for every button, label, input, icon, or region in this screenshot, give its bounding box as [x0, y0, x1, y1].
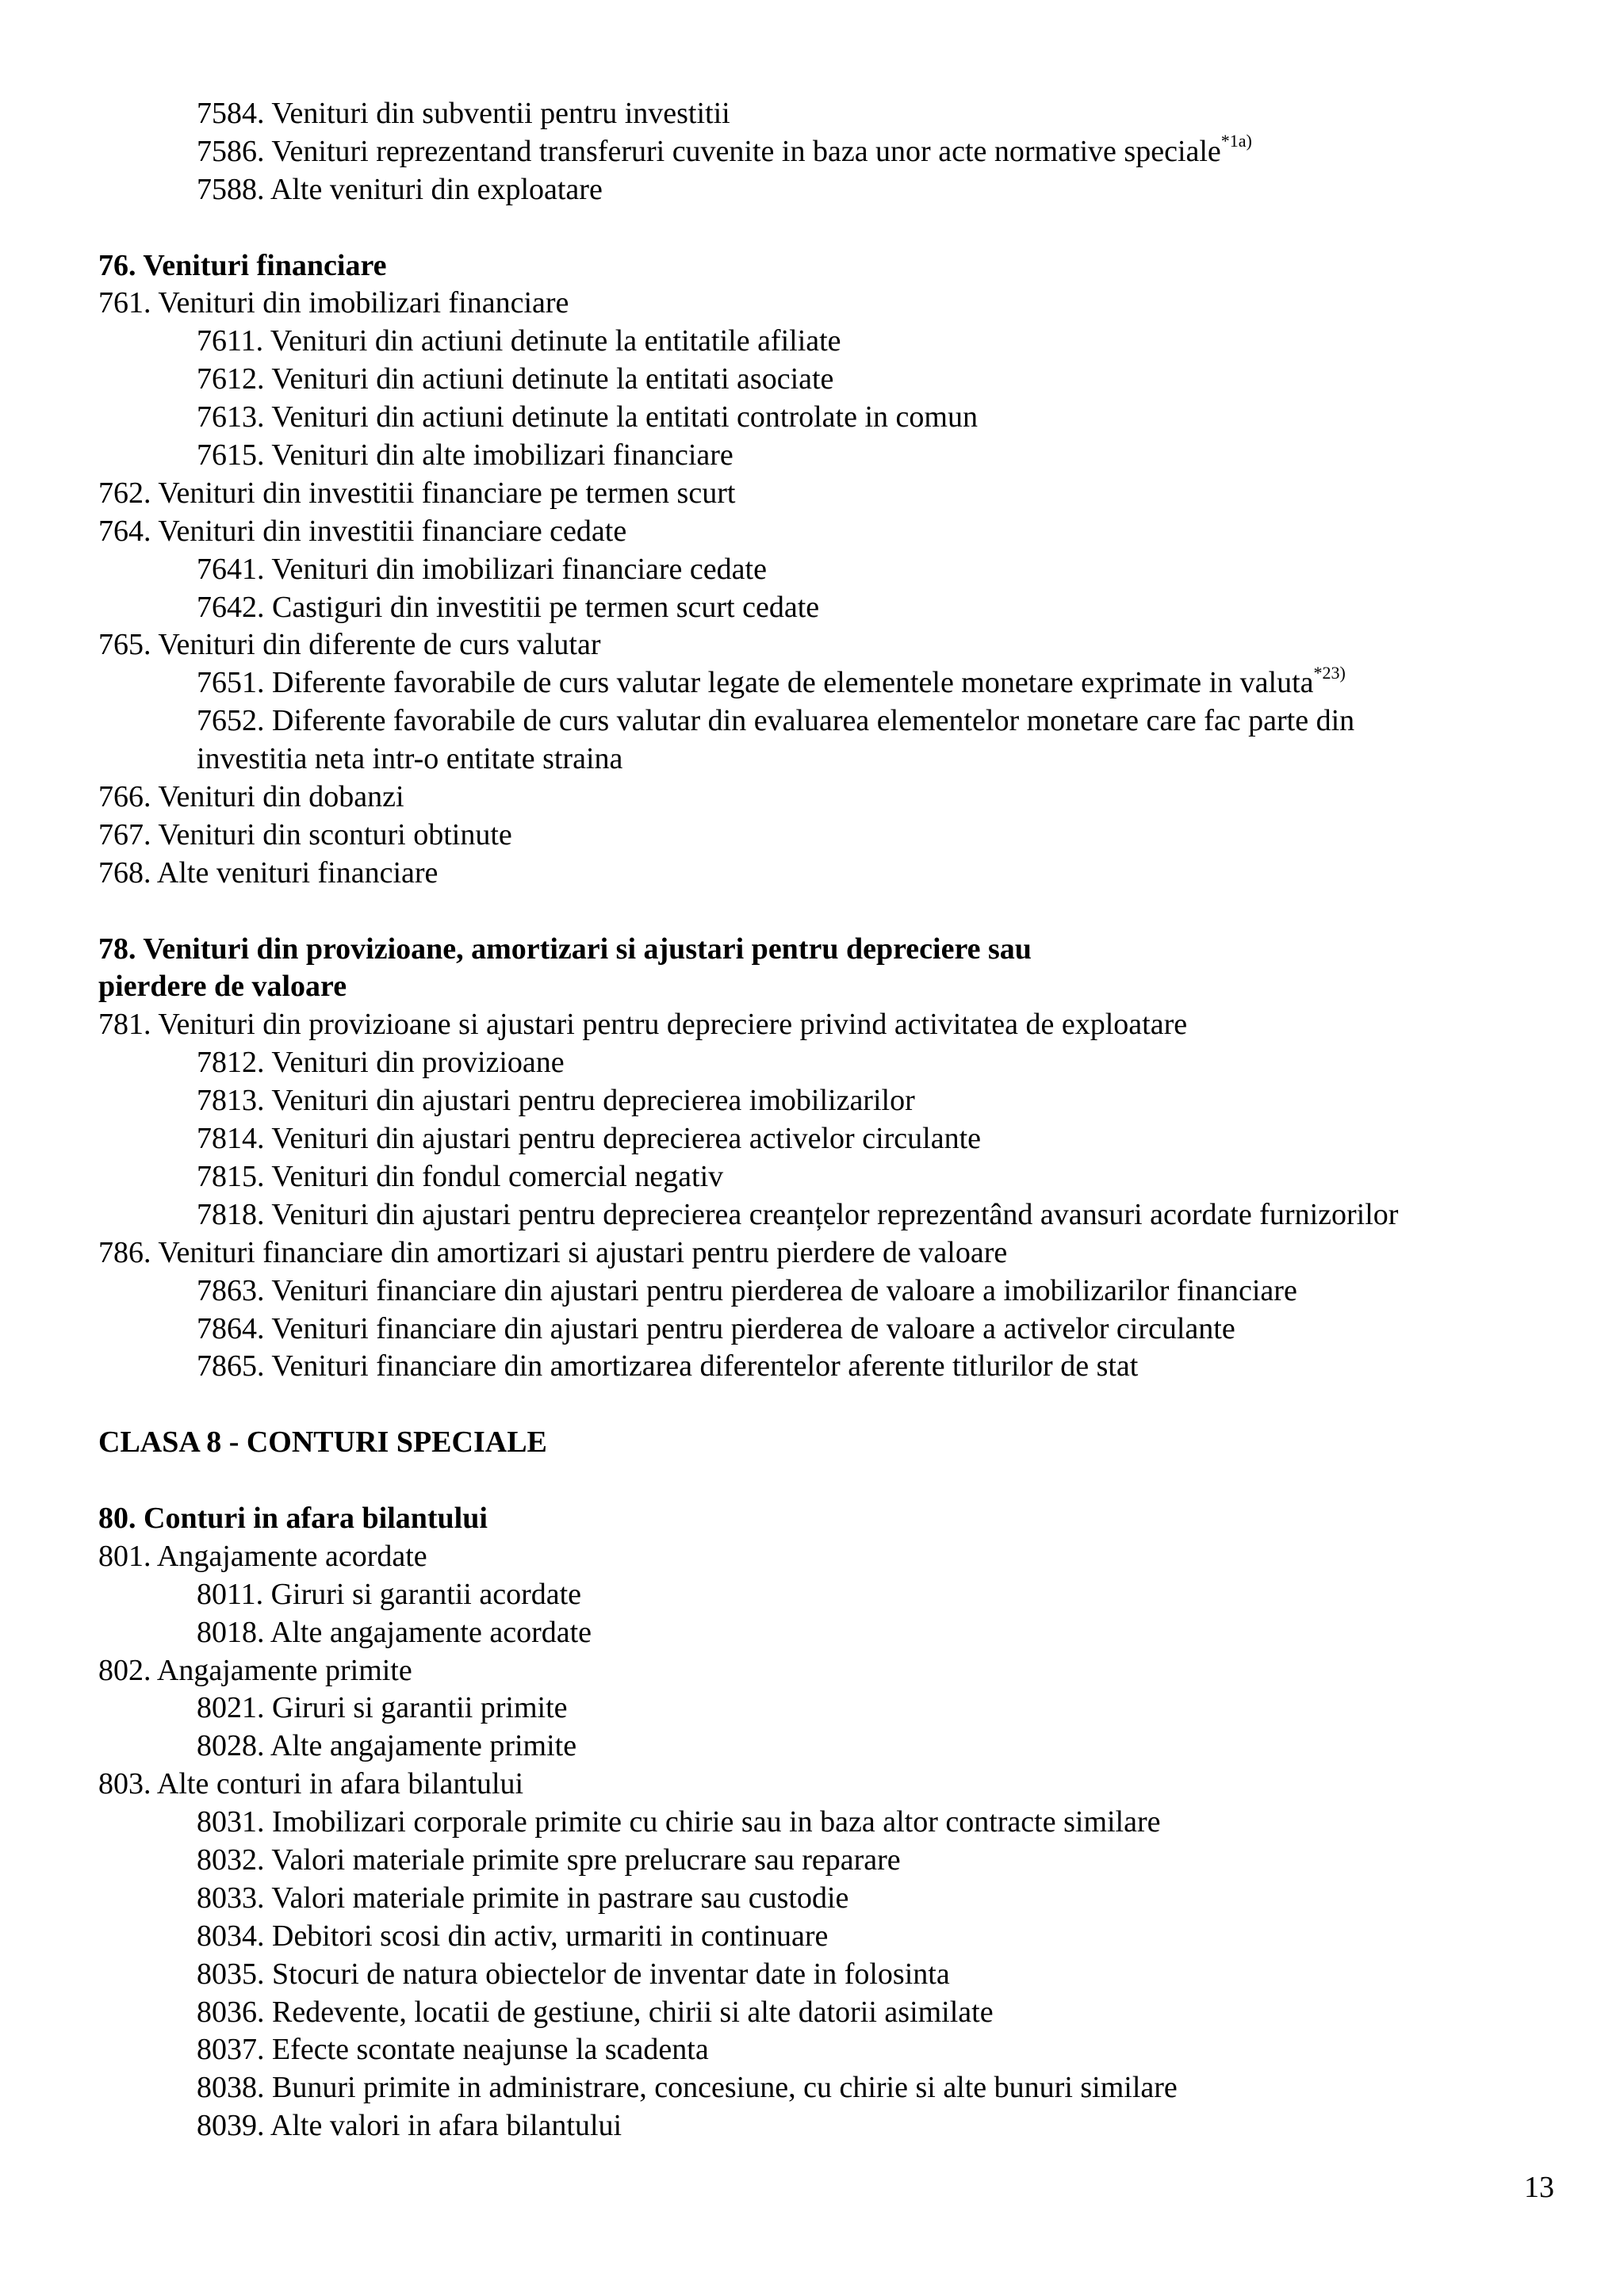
line-text: 7612. Venituri din actiuni detinute la entitati asociate [197, 362, 834, 396]
line-text: 803. Alte conturi in afara bilantului [98, 1767, 524, 1801]
subaccount-line [98, 1994, 1549, 2032]
section-heading [98, 1424, 1549, 1462]
line-text: 7863. Venituri financiare din ajustari pentru pierderea de valoare a imobilizarilor financiare [197, 1273, 1297, 1307]
account-line [98, 475, 1549, 513]
line-text: 8032. Valori materiale primite spre prelucrare sau reparare [197, 1843, 901, 1877]
line-text: 8033. Valori materiale primite in pastrare sau custodie [197, 1881, 849, 1915]
account-line [98, 1538, 1549, 1576]
subaccount-line [98, 1918, 1549, 1956]
line-text: 765. Venituri din diferente de curs valutar [98, 628, 601, 662]
page-number: 13 [1524, 2171, 1554, 2204]
section-heading [98, 1500, 1549, 1538]
line-text: 76. Venituri financiare [98, 248, 387, 282]
subaccount-line [98, 702, 1549, 740]
document-body [98, 95, 1549, 2145]
account-line [98, 626, 1549, 664]
line-text: 7815. Venituri din fondul comercial negativ [197, 1159, 724, 1193]
line-text: 8021. Giruri si garantii primite [197, 1691, 568, 1725]
line-text: 8034. Debitori scosi din activ, urmariti in continuare [197, 1919, 829, 1953]
subaccount-line [98, 1120, 1549, 1158]
subaccount-line [98, 361, 1549, 399]
line-text: 7611. Venituri din actiuni detinute la entitatile afiliate [197, 324, 841, 358]
line-text: 7613. Venituri din actiuni detinute la entitati controlate in comun [197, 400, 978, 434]
line-text: 762. Venituri din investitii financiare pe termen scurt [98, 476, 736, 510]
subaccount-line [98, 399, 1549, 437]
line-text: 7813. Venituri din ajustari pentru deprecierea imobilizarilor [197, 1084, 915, 1118]
subaccount-line [98, 1728, 1549, 1766]
blank-line [98, 1386, 1549, 1424]
subaccount-line [98, 1842, 1549, 1880]
subaccount-line [98, 551, 1549, 589]
subaccount-line [98, 1196, 1549, 1234]
line-text: 8039. Alte valori in afara bilantului [197, 2109, 622, 2143]
subaccount-line [98, 1689, 1549, 1728]
line-text: 7864. Venituri financiare din ajustari pentru pierderea de valoare a activelor circulante [197, 1311, 1235, 1345]
subaccount-line [98, 1044, 1549, 1082]
subaccount-line [98, 437, 1549, 475]
line-text: 781. Venituri din provizioane si ajustari pentru depreciere privind activitatea de exploatare [98, 1008, 1188, 1042]
account-line [98, 855, 1549, 893]
line-text: 8031. Imobilizari corporale primite cu chirie sau in baza altor contracte similare [197, 1805, 1161, 1839]
line-text: pierdere de valoare [98, 970, 347, 1004]
subaccount-line [98, 1576, 1549, 1614]
blank-line [98, 893, 1549, 931]
line-text: 8028. Alte angajamente primite [197, 1729, 577, 1763]
continuation-line [98, 740, 1549, 779]
subaccount-line [98, 1804, 1549, 1842]
line-text: 8011. Giruri si garantii acordate [197, 1577, 582, 1611]
subaccount-line [98, 2107, 1549, 2145]
account-line [98, 513, 1549, 551]
subaccount-line [98, 1614, 1549, 1652]
line-text: 8018. Alte angajamente acordate [197, 1615, 592, 1649]
line-text: 7588. Alte venituri din exploatare [197, 172, 603, 206]
line-text: investitia neta intr-o entitate straina [197, 742, 623, 776]
line-text: 7652. Diferente favorabile de curs valutar din evaluarea elementelor monetare care fac parte din [197, 704, 1355, 738]
account-line [98, 779, 1549, 817]
account-line [98, 285, 1549, 323]
subaccount-line [98, 2069, 1549, 2107]
subaccount-line [98, 1880, 1549, 1918]
subaccount-line [98, 1311, 1549, 1349]
subaccount-line [98, 1272, 1549, 1311]
blank-line [98, 1462, 1549, 1500]
line-text: 7641. Venituri din imobilizari financiare cedate [197, 552, 767, 586]
line-text: 7865. Venituri financiare din amortizarea diferentelor aferente titlurilor de stat [197, 1349, 1139, 1383]
subaccount-line [98, 1082, 1549, 1120]
section-heading [98, 247, 1549, 285]
line-text: 7818. Venituri din ajustari pentru deprecierea creanțelor reprezentând avansuri acordate furnizorilor [197, 1197, 1399, 1231]
line-text: 7651. Diferente favorabile de curs valutar legate de elementele monetare exprimate in valuta [197, 666, 1314, 700]
subaccount-line [98, 1158, 1549, 1196]
subaccount-line [98, 664, 1549, 702]
subaccount-line [98, 1348, 1549, 1386]
line-text: 7584. Venituri din subventii pentru investitii [197, 97, 730, 130]
line-text: 80. Conturi in afara bilantului [98, 1501, 488, 1535]
line-text: 7642. Castiguri din investitii pe termen scurt cedate [197, 590, 820, 624]
footnote-marker: *23) [1313, 662, 1346, 683]
section-heading [98, 968, 1549, 1006]
blank-line [98, 209, 1549, 247]
line-text: 7812. Venituri din provizioane [197, 1046, 565, 1080]
footnote-marker: *1a) [1220, 131, 1252, 151]
account-line [98, 1766, 1549, 1804]
subaccount-line [98, 323, 1549, 361]
subaccount-line [98, 2031, 1549, 2069]
subaccount-line [98, 589, 1549, 627]
line-text: 801. Angajamente acordate [98, 1539, 427, 1573]
line-text: 764. Venituri din investitii financiare cedate [98, 514, 627, 548]
line-text: 761. Venituri din imobilizari financiare [98, 286, 569, 320]
account-line [98, 1652, 1549, 1690]
line-text: 8038. Bunuri primite in administrare, concesiune, cu chirie si alte bunuri similare [197, 2071, 1178, 2105]
line-text: 8035. Stocuri de natura obiectelor de inventar date in folosinta [197, 1957, 950, 1991]
section-heading [98, 931, 1549, 969]
line-text: 78. Venituri din provizioane, amortizari si ajustari pentru depreciere sau [98, 932, 1032, 966]
line-text: 8037. Efecte scontate neajunse la scadenta [197, 2033, 709, 2067]
account-line [98, 1006, 1549, 1044]
subaccount-line [98, 95, 1549, 133]
line-text: CLASA 8 - CONTURI SPECIALE [98, 1425, 547, 1460]
line-text: 802. Angajamente primite [98, 1653, 412, 1687]
line-text: 767. Venituri din sconturi obtinute [98, 817, 512, 851]
line-text: 766. Venituri din dobanzi [98, 780, 404, 814]
line-text: 7814. Venituri din ajustari pentru deprecierea activelor circulante [197, 1122, 982, 1156]
line-text: 7615. Venituri din alte imobilizari financiare [197, 438, 733, 473]
account-line [98, 817, 1549, 855]
line-text: 786. Venituri financiare din amortizari si ajustari pentru pierdere de valoare [98, 1235, 1008, 1269]
subaccount-line [98, 133, 1549, 171]
line-text: 7586. Venituri reprezentand transferuri cuvenite in baza unor acte normative speciale [197, 134, 1221, 168]
subaccount-line [98, 171, 1549, 209]
line-text: 8036. Redevente, locatii de gestiune, chirii si alte datorii asimilate [197, 1995, 994, 2029]
line-text: 768. Alte venituri financiare [98, 855, 439, 890]
subaccount-line [98, 1956, 1549, 1994]
account-line [98, 1234, 1549, 1272]
